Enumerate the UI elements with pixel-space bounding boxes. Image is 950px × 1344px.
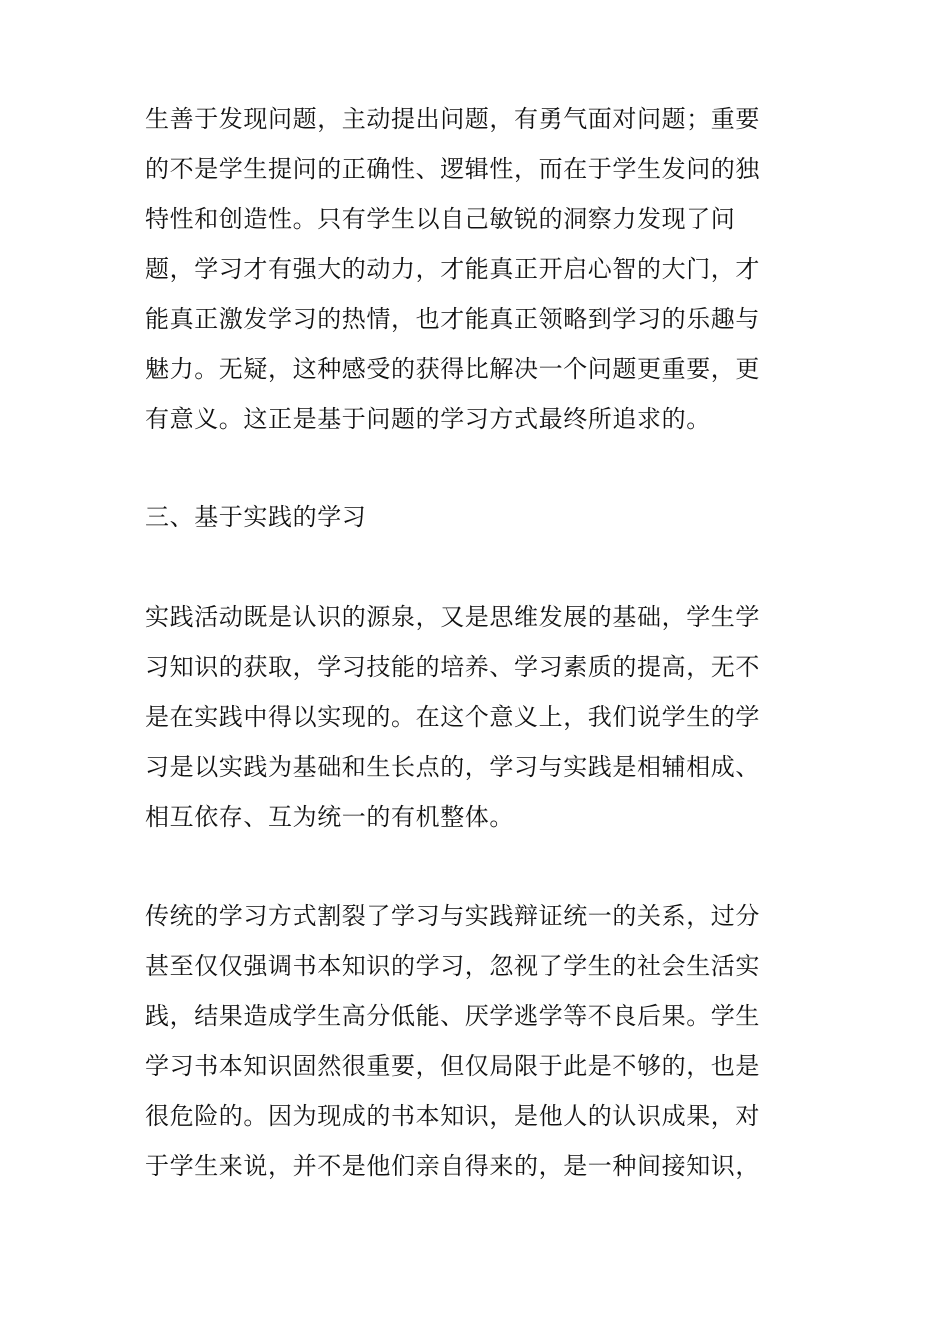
paragraph-line: 有意义。这正是基于问题的学习方式最终所追求的。 xyxy=(145,405,711,433)
paragraph-line: 传统的学习方式割裂了学习与实践辩证统一的关系，过分 xyxy=(145,902,760,930)
section-heading: 三、基于实践的学习 xyxy=(145,503,367,531)
paragraph-line: 很危险的。因为现成的书本知识，是他人的认识成果，对 xyxy=(145,1102,760,1130)
paragraph-line: 是在实践中得以实现的。在这个意义上，我们说学生的学 xyxy=(145,703,760,731)
paragraph-line: 题，学习才有强大的动力，才能真正开启心智的大门，才 xyxy=(145,255,760,283)
paragraph-line: 习知识的获取，学习技能的培养、学习素质的提高，无不 xyxy=(145,653,760,681)
paragraph-line: 践，结果造成学生高分低能、厌学逃学等不良后果。学生 xyxy=(145,1002,760,1030)
paragraph-line: 甚至仅仅强调书本知识的学习，忽视了学生的社会生活实 xyxy=(145,952,760,980)
paragraph-line: 特性和创造性。只有学生以自己敏锐的洞察力发现了问 xyxy=(145,205,736,233)
paragraph-line: 实践活动既是认识的源泉，又是思维发展的基础，学生学 xyxy=(145,603,760,631)
paragraph-line: 相互依存、互为统一的有机整体。 xyxy=(145,803,514,831)
paragraph-line: 能真正激发学习的热情，也才能真正领略到学习的乐趣与 xyxy=(145,305,760,333)
paragraph-line: 学习书本知识固然很重要，但仅局限于此是不够的，也是 xyxy=(145,1052,760,1080)
paragraph-line: 生善于发现问题，主动提出问题，有勇气面对问题；重要 xyxy=(145,105,760,133)
paragraph-line: 于学生来说，并不是他们亲自得来的，是一种间接知识， xyxy=(145,1152,760,1180)
paragraph-line: 的不是学生提问的正确性、逻辑性，而在于学生发问的独 xyxy=(145,155,760,183)
paragraph-line: 习是以实践为基础和生长点的，学习与实践是相辅相成、 xyxy=(145,753,760,781)
paragraph-line: 魅力。无疑，这种感受的获得比解决一个问题更重要，更 xyxy=(145,355,760,383)
